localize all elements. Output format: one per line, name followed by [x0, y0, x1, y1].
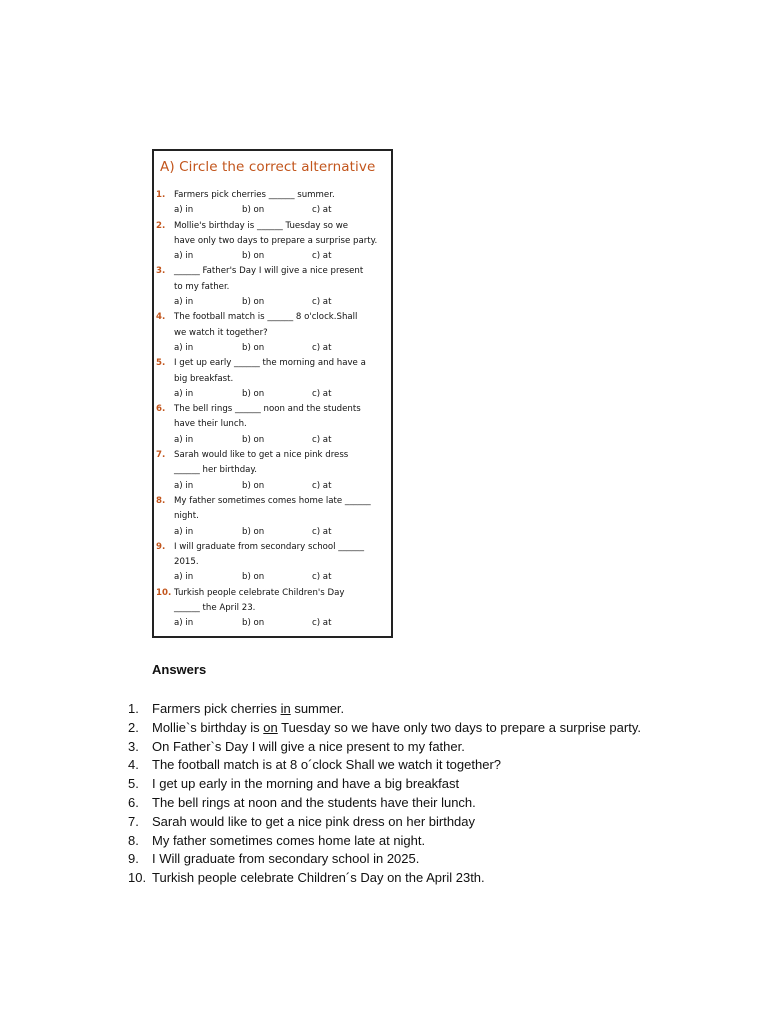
option-b: b) on	[242, 297, 265, 308]
option-c: c) at	[312, 388, 332, 399]
option-b: b) on	[242, 251, 265, 262]
options-row	[154, 479, 391, 494]
option-c: c) at	[312, 297, 332, 308]
answer-text: The football match is at 8 o´clock Shall we watch it together?	[152, 757, 502, 773]
answer-text-rest: summer.	[290, 701, 345, 716]
option-b: b) on	[242, 572, 265, 583]
answer-text: My father sometimes comes home late at night.	[152, 832, 426, 848]
question-item	[154, 402, 391, 448]
question-text: I get up early ______ the morning and have a	[174, 358, 366, 369]
question-number: 7.	[156, 450, 166, 461]
option-a: a) in	[174, 205, 194, 216]
worksheet-image	[152, 149, 393, 638]
option-a: a) in	[174, 618, 194, 629]
question-number: 4.	[156, 312, 166, 323]
answer-item	[128, 719, 641, 738]
question-text: ______ the April 23.	[174, 603, 256, 614]
answer-item	[128, 869, 641, 888]
answer-item	[128, 850, 641, 869]
answer-item	[128, 700, 641, 719]
option-a: a) in	[174, 342, 194, 353]
option-b: b) on	[242, 480, 265, 491]
question-text: we watch it together?	[174, 327, 268, 338]
question-number: 6.	[156, 404, 166, 415]
question-text: The bell rings ______ noon and the students	[174, 404, 361, 415]
option-c: c) at	[312, 205, 332, 216]
answer-text: Sarah would like to get a nice pink dress on her birthday	[152, 813, 476, 829]
question-text: Farmers pick cherries ______ summer.	[174, 190, 335, 200]
options-row	[154, 387, 391, 402]
options-row	[154, 433, 391, 448]
option-a: a) in	[174, 388, 194, 399]
answer-text: Mollie`s birthday is	[152, 719, 264, 735]
question-number: 8.	[156, 495, 166, 506]
answer-text: The bell rings at noon and the students have their lunch.	[152, 794, 476, 810]
answer-number: 6.	[128, 794, 139, 810]
option-b: b) on	[242, 434, 265, 445]
options-row	[154, 570, 391, 585]
question-item	[154, 188, 391, 219]
question-text: ______ her birthday.	[174, 465, 258, 476]
question-item	[154, 586, 391, 632]
options-row	[154, 295, 391, 310]
answer-number: 3.	[128, 738, 139, 754]
option-c: c) at	[312, 342, 332, 353]
answer-number: 7.	[128, 813, 139, 829]
answer-text: I Will graduate from secondary school in 2025.	[152, 851, 420, 867]
question-number: 3.	[156, 266, 166, 277]
option-a: a) in	[174, 572, 194, 583]
answer-number: 9.	[128, 851, 139, 867]
question-item	[154, 264, 391, 310]
option-c: c) at	[312, 480, 332, 491]
option-c: c) at	[312, 434, 332, 445]
question-number: 10.	[156, 587, 172, 598]
answer-item	[128, 832, 641, 851]
question-text: to my father.	[174, 281, 230, 292]
question-item	[154, 448, 391, 494]
question-text: have only two days to prepare a surprise party.	[174, 235, 378, 246]
option-a: a) in	[174, 480, 194, 491]
answer-item	[128, 756, 641, 775]
option-b: b) on	[242, 618, 265, 629]
question-list	[154, 188, 391, 632]
question-text: Turkish people celebrate Children's Day	[174, 587, 345, 598]
option-a: a) in	[174, 434, 194, 445]
answer-number: 1.	[128, 701, 139, 716]
question-number: 9.	[156, 541, 166, 552]
answer-text-rest: Tuesday so we have only two days to prepare a surprise party.	[277, 719, 641, 735]
option-c: c) at	[312, 251, 332, 262]
option-b: b) on	[242, 388, 265, 399]
question-number: 5.	[156, 358, 166, 369]
options-row	[154, 616, 391, 631]
options-row	[154, 525, 391, 540]
option-c: c) at	[312, 572, 332, 583]
answer-item	[128, 794, 641, 813]
answer-number: 2.	[128, 719, 139, 735]
answer-text: Turkish people celebrate Children´s Day on the April 23th.	[152, 870, 485, 886]
answer-number: 8.	[128, 832, 139, 848]
options-row	[154, 249, 391, 264]
option-c: c) at	[312, 526, 332, 537]
option-a: a) in	[174, 526, 194, 537]
options-row	[154, 203, 391, 218]
options-row	[154, 341, 391, 356]
question-text: Sarah would like to get a nice pink dress	[174, 450, 349, 461]
answer-text: I get up early in the morning and have a big breakfast	[152, 776, 460, 792]
answer-text: On Father`s Day I will give a nice present to my father.	[152, 738, 465, 754]
answer-text: Farmers pick cherries	[152, 701, 281, 716]
question-text: big breakfast.	[174, 373, 234, 384]
answer-number: 10.	[128, 870, 147, 886]
answers-list	[128, 700, 641, 888]
option-b: b) on	[242, 205, 265, 216]
question-item	[154, 310, 391, 356]
question-text: My father sometimes comes home late ______	[174, 495, 371, 506]
option-c: c) at	[312, 618, 332, 629]
option-b: b) on	[242, 526, 265, 537]
option-a: a) in	[174, 297, 194, 308]
worksheet-title: A) Circle the correct alternative	[160, 159, 376, 175]
question-item	[154, 540, 391, 586]
answer-item	[128, 738, 641, 757]
question-item	[154, 356, 391, 402]
question-item	[154, 494, 391, 540]
question-text: I will graduate from secondary school ______	[174, 541, 365, 552]
answers-heading: Answers	[152, 662, 207, 677]
answer-number: 4.	[128, 757, 139, 773]
answer-underlined-word: on	[263, 719, 278, 735]
question-number: 2.	[156, 220, 166, 231]
question-text: Mollie's birthday is ______ Tuesday so we	[174, 220, 349, 231]
question-text: ______ Father's Day I will give a nice present	[174, 266, 364, 277]
answer-item	[128, 813, 641, 832]
answer-item	[128, 775, 641, 794]
question-item	[154, 219, 391, 265]
question-text: The football match is ______ 8 o'clock.Shall	[174, 312, 358, 323]
answer-number: 5.	[128, 776, 139, 792]
option-a: a) in	[174, 251, 194, 262]
question-text: 2015.	[174, 557, 199, 568]
question-number: 1.	[156, 190, 166, 200]
option-b: b) on	[242, 342, 265, 353]
question-text: night.	[174, 511, 199, 522]
question-text: have their lunch.	[174, 419, 247, 430]
answer-underlined-word: in	[280, 701, 291, 716]
